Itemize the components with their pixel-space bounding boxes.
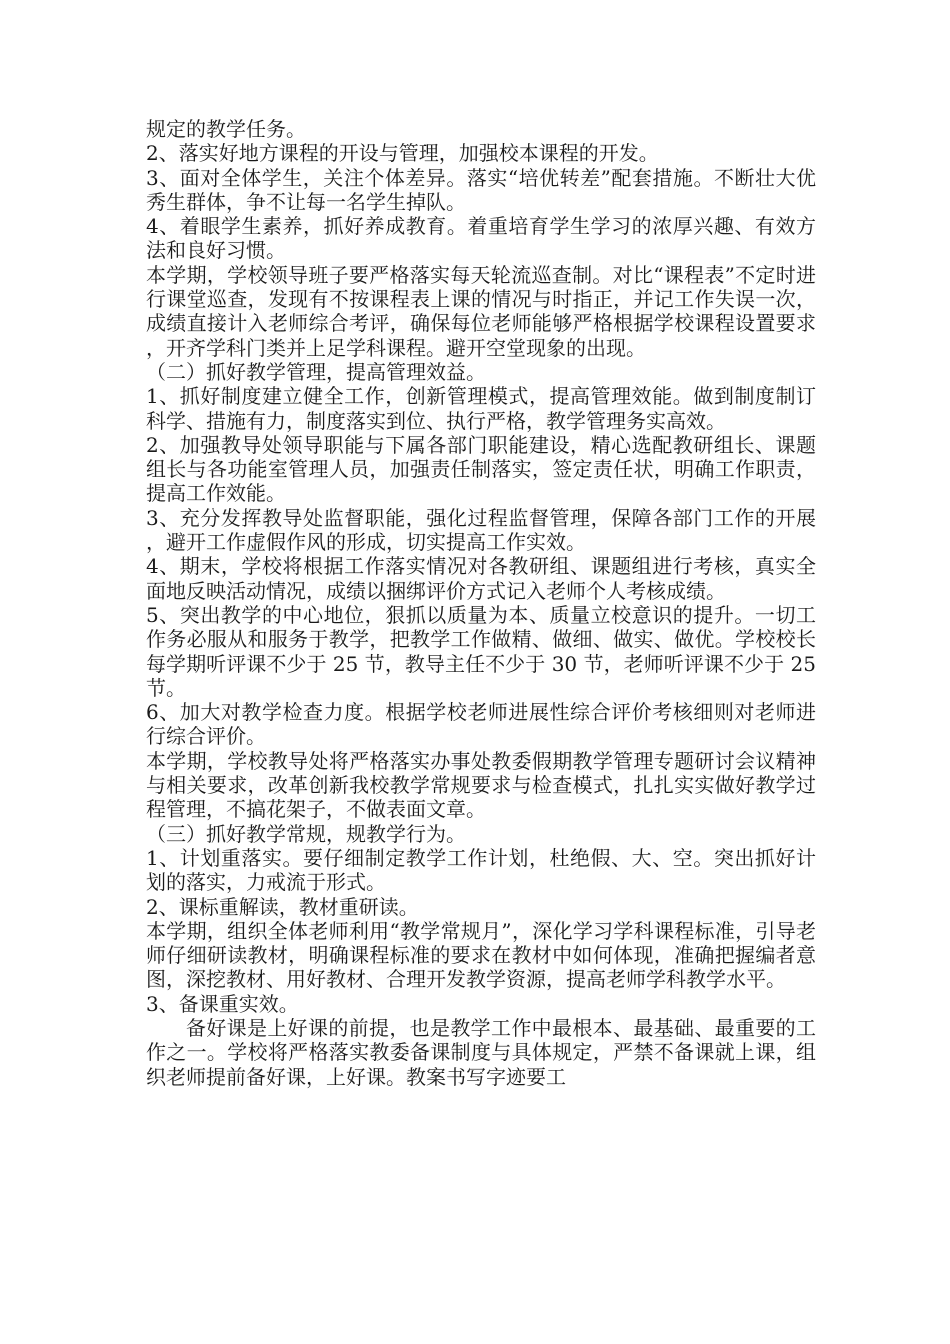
paragraph: 6、加大对教学检查力度。根据学校老师进展性综合评价考核细则对老师进行综合评价。 [146,700,816,749]
section-heading: （三）抓好教学常规，规教学行为。 [146,821,466,846]
paragraph: 本学期，学校领导班子要严格落实每天轮流巡查制。对比“课程表”不定时进行课堂巡查，发现有不按课程表上课的情况与时指正，并记工作失误一次，成绩直接计入老师综合考评，确保每位老师能够严格根据学校课程设置要求，开齐学科门类并上足学科课程。避开空堂现象的出现。 [146,262,816,360]
paragraph: 2、加强教导处领导职能与下属各部门职能建设，精心选配教研组长、课题组长与各功能室管理人员，加强责任制落实，签定责任状，明确工作职责，提高工作效能。 [146,432,816,506]
paragraph: 4、期末，学校将根据工作落实情况对各教研组、课题组进行考核，真实全面地反映活动情况，成绩以捆绑评价方式记入老师个人考核成绩。 [146,554,816,603]
paragraph: 本学期，学校教导处将严格落实办事处教委假期教学管理专题研讨会议精神与相关要求，改革创新我校教学常规要求与检查模式，扎扎实实做好教学过程管理，不搞花架子，不做表面文章。 [146,748,816,822]
paragraph: 规定的教学任务。 [146,117,306,141]
paragraph: 5、突出教学的中心地位，狠抓以质量为本、质量立校意识的提升。一切工作务必服从和服务于教学，把教学工作做精、做细、做实、做优。学校校长每学期听评课不少于 25 节，教导主任不少于 30 节，老师听评课不少于 25 节。 [146,602,816,700]
section-heading: （二）抓好教学管理，提高管理效益。 [146,359,486,384]
paragraph-indented: 备好课是上好课的前提，也是教学工作中最根本、最基础、最重要的工作之一。学校将严格落实教委备课制度与具体规定，严禁不备课就上课，组织老师提前备好课，上好课。教案书写字迹要工 [146,1015,816,1089]
paragraph: 2、课标重解读，教材重研读。 [146,894,419,919]
paragraph: 3、面对全体学生，关注个体差异。落实“培优转差”配套措施。不断壮大优秀生群体，争不让每一名学生掉队。 [146,165,816,214]
paragraph: 3、备课重实效。 [146,991,299,1016]
paragraph: 1、抓好制度建立健全工作，创新管理模式，提高管理效能。做到制度制订科学、措施有力，制度落实到位、执行严格，教学管理务实高效。 [146,384,816,433]
paragraph: 4、着眼学生素养，抓好养成教育。着重培育学生学习的浓厚兴趣、有效方法和良好习惯。 [146,214,816,263]
document-body [146,117,816,1089]
paragraph: 本学期，组织全体老师利用“教学常规月”，深化学习学科课程标准，引导老师仔细研读教材，明确课程标准的要求在教材中如何体现，准确把握编者意图，深挖教材、用好教材、合理开发教学资源，提高老师学科教学水平。 [146,918,816,992]
paragraph: 1、计划重落实。要仔细制定教学工作计划，杜绝假、大、空。突出抓好计划的落实，力戒流于形式。 [146,845,816,895]
paragraph: 2、落实好地方课程的开设与管理，加强校本课程的开发。 [146,141,659,166]
paragraph: 3、充分发挥教导处监督职能，强化过程监督管理，保障各部门工作的开展，避开工作虚假作风的形成，切实提高工作实效。 [146,505,816,555]
